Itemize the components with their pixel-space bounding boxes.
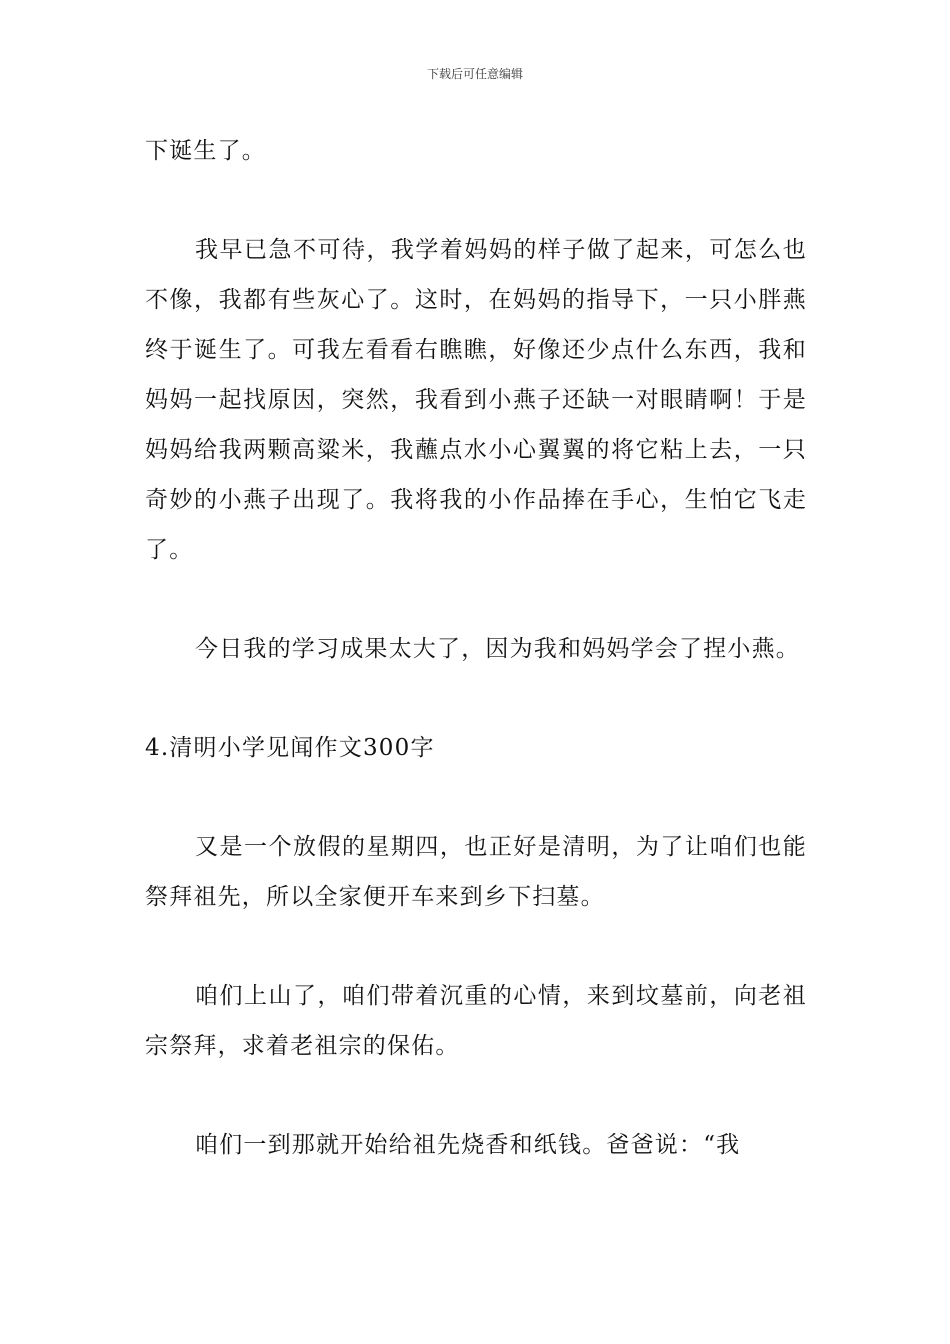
document-body: [145, 126, 807, 1219]
section-heading: 4.清明小学见闻作文300字: [145, 735, 435, 761]
page-header: 下载后可任意编辑: [426, 67, 523, 81]
paragraph-continuation: 下诞生了。: [145, 138, 266, 164]
paragraph-burning-incense: 咱们一到那就开始给祖先烧香和纸钱。爸爸说：“我: [195, 1132, 741, 1158]
paragraph-swallow-making: 我早已急不可待，我学着妈妈的样子做了起来，可怎么也不像，我都有些灰心了。这时，在妈妈的指导下，一只小胖燕终于诞生了。可我左看看右瞧瞧，好像还少点什么东西，我和妈妈一起找原因，突然，我看到小燕子还缺一对眼睛啊！于是妈妈给我两颗高粱米，我蘸点水小心翼翼的将它粘上去，一只奇妙的小燕子出现了。我将我的小作品捧在手心，生怕它飞走了。: [145, 237, 807, 563]
paragraph-mountain-visit: 咱们上山了，咱们带着沉重的心情，来到坟墓前，向老祖宗祭拜，求着老祖宗的保佑。: [145, 983, 807, 1059]
paragraph-qingming-intro: 又是一个放假的星期四，也正好是清明，为了让咱们也能祭拜祖先，所以全家便开车来到乡下扫墓。: [145, 834, 807, 910]
paragraph-learning-result: 今日我的学习成果太大了，因为我和妈妈学会了捏小燕。: [195, 636, 800, 662]
